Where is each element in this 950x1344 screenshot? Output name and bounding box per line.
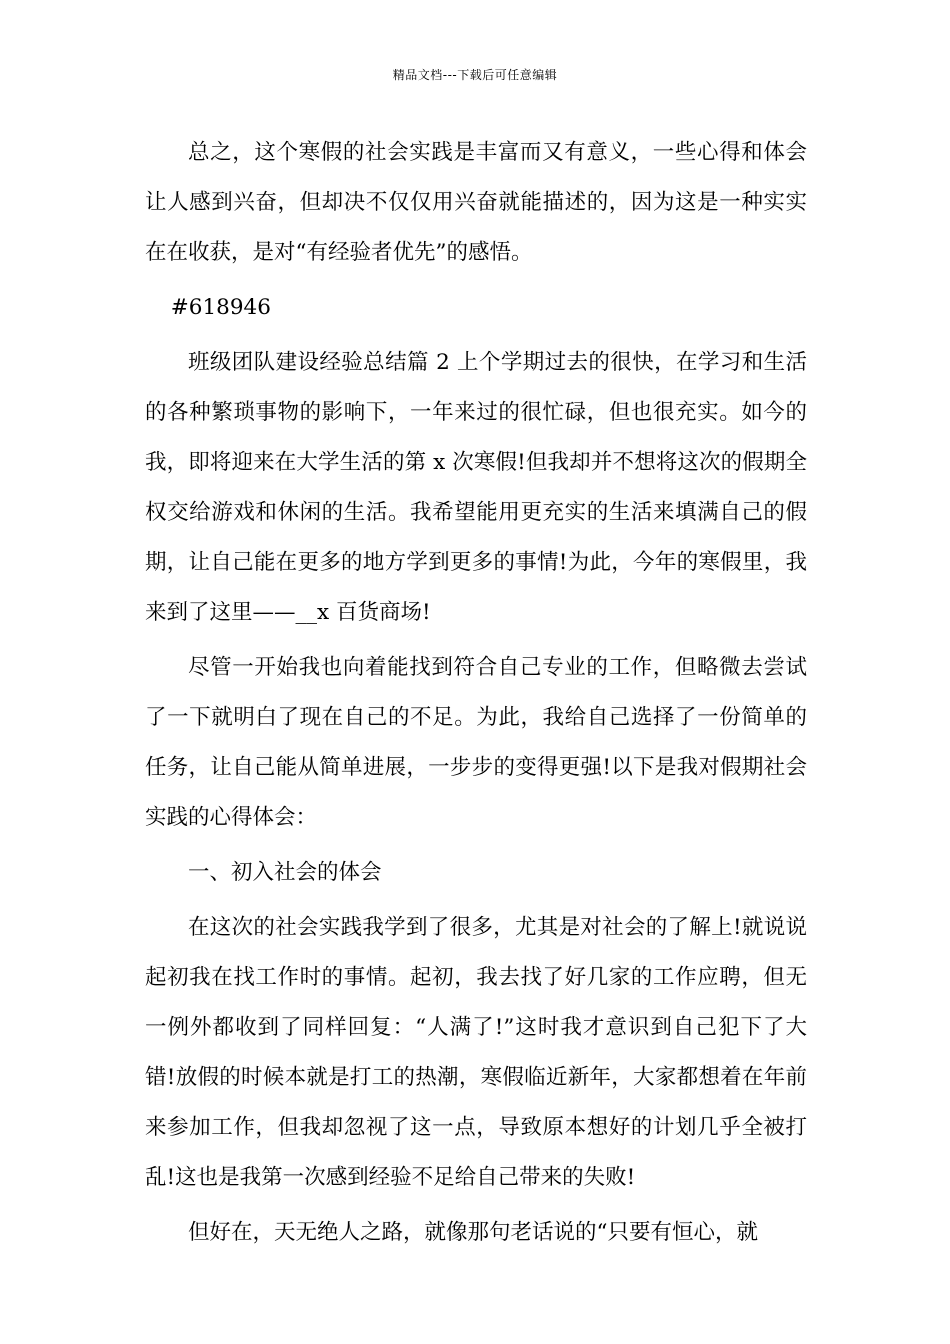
paragraph-job-search: 尽管一开始我也向着能找到符合自己专业的工作，但略微去尝试了一下就明白了现在自己的不足。为此，我给自己选择了一份简单的任务，让自己能从简单进展，一步步的变得更强!以下是我对假期社会实践的心得体会： bbox=[145, 655, 807, 830]
paragraph-continuation: 但好在，天无绝人之路，就像那句老话说的“只要有恒心，就 bbox=[188, 1220, 758, 1245]
page-header: 精品文档---下载后可任意编辑 bbox=[392, 68, 558, 82]
section-heading: 一、初入社会的体会 bbox=[188, 860, 382, 885]
document-body bbox=[145, 128, 807, 1263]
document-id: #618946 bbox=[170, 295, 271, 320]
paragraph-intro: 班级团队建设经验总结篇 2 上个学期过去的很快，在学习和生活的各种繁琐事物的影响下，一年来过的很忙碌，但也很充实。如今的我，即将迎来在大学生活的第 x 次寒假!但我却并不想将这次的假期全权交给游戏和休闲的生活。我希望能用更充实的生活来填满自己的假期，让自己能在更多的地方学到更多的事情!为此，今年的寒假里，我来到了这里——__x 百货商场! bbox=[145, 350, 807, 625]
paragraph-conclusion: 总之，这个寒假的社会实践是丰富而又有意义，一些心得和体会让人感到兴奋，但却决不仅仅用兴奋就能描述的，因为这是一种实实在在收获，是对“有经验者优先”的感悟。 bbox=[145, 140, 807, 265]
paragraph-experience: 在这次的社会实践我学到了很多，尤其是对社会的了解上!就说说起初我在找工作时的事情。起初，我去找了好几家的工作应聘，但无一例外都收到了同样回复：“人满了!”这时我才意识到自己犯下了大错!放假的时候本就是打工的热潮，寒假临近新年，大家都想着在年前来参加工作，但我却忽视了这一点，导致原本想好的计划几乎全被打乱!这也是我第一次感到经验不足给自己带来的失败! bbox=[145, 915, 807, 1190]
